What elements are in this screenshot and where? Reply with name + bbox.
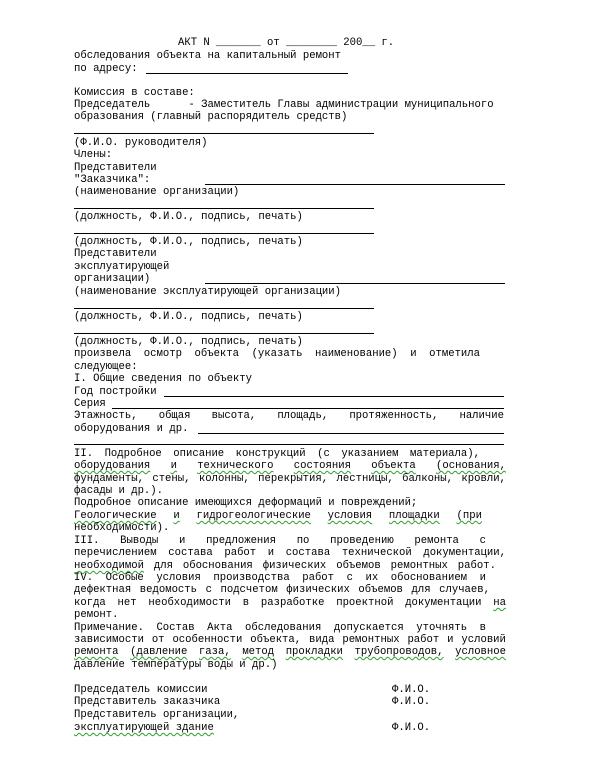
signature-field-line-4 [74,333,374,334]
word: когда [74,597,106,609]
word: ведомость [139,584,197,596]
year-label: Год постройки [74,386,157,398]
word: осмотр [143,348,182,360]
word: высота, [211,410,257,422]
word: объемов [336,560,381,572]
word: допускается [333,622,404,634]
sign-customer-label: Представитель заказчика [74,696,221,708]
word: случаев, [439,584,490,596]
word: ремонта [414,535,459,547]
section2-line7: необходимости). [74,522,170,534]
signature-caption-2: (должность, Ф.И.О., подпись, печать) [74,236,303,248]
word: объекта [371,460,416,472]
customer-label: "Заказчика": [74,174,151,186]
sign-org-fio: Ф.И.О. [392,722,431,734]
word: по [296,535,310,547]
address-label: по адресу: [74,63,138,75]
word: материала), [410,448,480,460]
section3-line2 [74,547,506,559]
word: на [493,597,506,609]
word: и [179,535,186,547]
word: кровли, [461,473,506,485]
note-line1 [74,622,486,634]
section2-line5: Подробное описание имеющихся деформаций и повреждений; [74,497,418,509]
word: технической [341,547,412,559]
signature-caption-1: (должность, Ф.И.О., подпись, печать) [74,211,303,223]
sign-org-label-2-text: эксплуатирующей здание [74,722,214,734]
sign-chair-fio: Ф.И.О. [392,684,431,696]
word: метод [242,646,275,658]
word: конструкций [235,448,306,460]
word: уточнять [416,622,468,634]
representatives-label: Представители [74,162,157,174]
signature-caption-4: (должность, Ф.И.О., подпись, печать) [74,336,303,348]
word: работ [224,547,257,559]
note-line3 [74,646,506,658]
word: фундаменты, [74,473,144,485]
word: газа, [198,646,231,658]
word: III. [74,535,100,547]
equipment-field-line [198,433,504,434]
word: объемов [358,584,403,596]
word: перечислением [74,547,157,559]
equipment-label: оборудования и др. [74,423,189,435]
word: предложения [206,535,276,547]
sign-chair-label: Председатель комиссии [74,684,208,696]
section3-line1 [74,535,486,547]
chairman-line-text: Председатель - Заместитель Главы администрации муниципального [74,99,494,111]
word: Геологические [74,510,157,522]
signature-caption-3: (должность, Ф.И.О., подпись, печать) [74,311,303,323]
word: с [205,584,212,596]
word: и [479,572,486,584]
floors-line [74,410,504,422]
exploit-org-caption: (наименование эксплуатирующей организации) [74,286,342,298]
word: площадь, [277,410,329,422]
word: (при [456,510,482,522]
word: с [346,572,353,584]
word: работ [302,572,335,584]
word: технического [197,460,274,472]
word: оборудования [74,460,151,472]
word: состава [168,547,213,559]
word: состава [285,547,331,559]
word: для [411,584,431,596]
signature-field-line-1 [74,208,374,209]
word: IV. [74,572,94,584]
word: в [479,622,486,634]
word: наличие [459,410,504,422]
section4-line2 [74,584,490,596]
word: обследования [245,622,322,634]
note-line2 [74,634,506,646]
word: и [170,460,177,472]
word: прокладки [285,646,343,658]
word: (указать [251,348,303,360]
word: колонны, [198,473,250,485]
word: работ [407,634,440,646]
word: обоснования [182,560,253,572]
org-name-caption: (наименование организации) [74,186,240,198]
word: производства [213,572,290,584]
members-label: Члены: [74,149,113,161]
word: условия [156,572,201,584]
section1-heading: I. Общие сведения по объекту [74,373,253,385]
word: гидрогеологические [196,510,311,522]
word: обоснованием [390,572,468,584]
word: общая [158,410,191,422]
word: их [365,572,379,584]
word: протяженность, [349,410,439,422]
word: особенности [172,634,243,646]
word: отметила [429,348,480,360]
word: необходимой [74,560,144,572]
word: II. [74,448,94,460]
act-title-line: АКТ N _______ от ________ 200__ г. [178,37,395,49]
section4-line4: ремонт. [74,609,119,621]
representatives-label-2: Представители [74,248,157,260]
word: Этажность, [74,410,138,422]
word: условий [461,634,506,646]
exploit-label-2: организации) [74,273,151,285]
word: документации [405,597,482,609]
chairman-line2: образования (главный распорядитель средств) [74,111,348,123]
word: необходимости [148,597,232,609]
word: объекта [194,348,240,360]
word: и [410,348,417,360]
signature-field-line-3 [74,308,374,309]
word: документации, [423,547,506,559]
word: Особые [105,572,144,584]
word: подсчетом [220,584,278,596]
word: физических [262,560,327,572]
word: объекта, [250,634,302,646]
word: для [153,560,173,572]
word: состояния [293,460,351,472]
signature-field-line-2 [74,233,374,234]
word: Подробное [104,448,162,460]
word: трубопроводов, [354,646,444,658]
head-fio-field-line [74,133,374,134]
word: указанием [341,448,399,460]
word: ремонта [74,646,119,658]
section2-line6 [74,510,482,522]
word: и [447,634,454,646]
word: Состав [156,622,195,634]
word: условное [455,646,506,658]
word: описание [173,448,225,460]
sign-org-label-1: Представитель организации, [74,709,240,721]
section2-line3 [74,473,506,485]
word: Выводы [120,535,159,547]
word: физических [286,584,350,596]
series-label: Серия [74,398,106,410]
exploit-org-field-line [205,283,505,284]
section4-line1 [74,572,486,584]
word: с [479,535,486,547]
series-field-line [112,408,504,409]
head-fio-caption: (Ф.И.О. руководителя) [74,137,208,149]
word: ремонтных [390,560,448,572]
word: балконы, [402,473,453,485]
word: дефектная [74,584,132,596]
word: стены, [152,473,191,485]
word: (с [317,448,330,460]
sign-org-label-2 [74,722,214,734]
word: работ. [457,560,496,572]
word: (давление [130,646,188,658]
section3-line3 [74,560,496,572]
sign-customer-fio: Ф.И.О. [392,696,431,708]
word: Примечание. [74,622,144,634]
inspection-line [74,348,480,360]
customer-field-line [205,184,505,185]
chairman-line [74,99,494,111]
word: (основания, [436,460,506,472]
section4-line3 [74,597,506,609]
inspection-line-2: следующее: [74,361,138,373]
word: разработке [260,597,325,609]
word: проведению [330,535,394,547]
word: нет [117,597,137,609]
word: ремонтных [342,634,400,646]
word: наименование) [315,348,398,360]
section2-line1 [74,448,480,460]
word: от [151,634,165,646]
year-field-line [164,396,504,397]
note-line4: давление температуры воды и др.) [74,659,278,671]
word: зависимости [74,634,144,646]
word: Акта [207,622,233,634]
word: лестницы, [336,473,394,485]
equipment-field-line-2 [74,444,504,445]
act-subtitle: обследования объекта на капитальный ремонт [74,50,342,62]
address-field-line [146,73,348,74]
commission-heading: Комиссия в составе: [74,87,195,99]
word: в [242,597,250,609]
section2-line4: фасады и др.). [74,485,164,497]
word: и [267,547,275,559]
word: перекрытия, [258,473,329,485]
word: и [173,510,180,522]
word: произвела [74,348,132,360]
section2-line2 [74,460,506,472]
word: площадки [388,510,440,522]
word: проектной [336,597,394,609]
word: условия [327,510,373,522]
word: вида [309,634,335,646]
exploit-label-1: эксплуатирующей [74,261,170,273]
